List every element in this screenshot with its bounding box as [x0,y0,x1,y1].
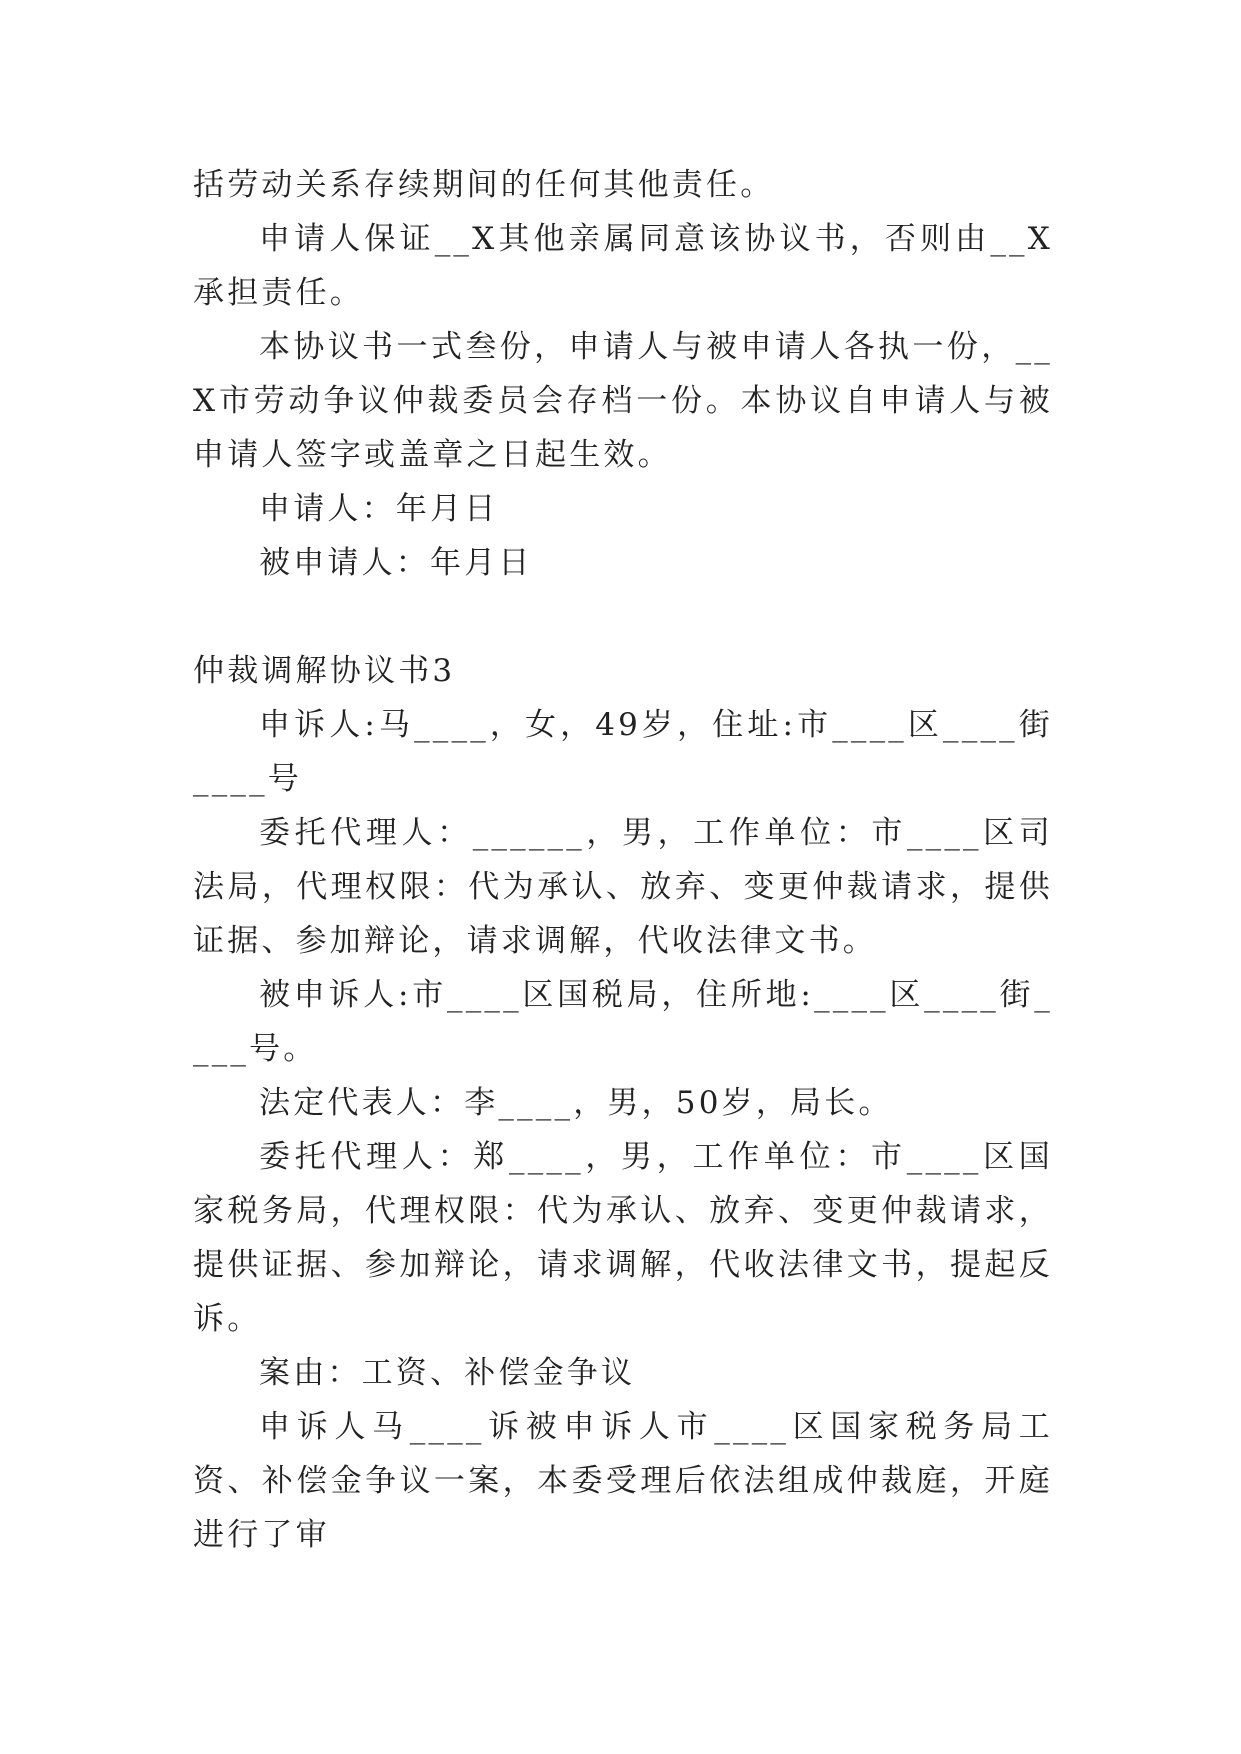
respondent-signature-line: 被申请人：年月日 [259,545,533,581]
document-body [193,158,1053,1562]
respondent-info: 被申诉人:市____区国税局，住所地:____区____街____号。 [193,977,1053,1067]
paragraph-copies: 本协议书一式叁份，申请人与被申请人各执一份，__X市劳动争议仲裁委员会存档一份。本协议自申请人与被申请人签字或盖章之日起生效。 [193,329,1053,473]
complainant-agent-info: 委托代理人：______，男，工作单位：市____区司法局，代理权限：代为承认、放弃、变更仲裁请求，提供证据、参加辩论，请求调解，代收法律文书。 [193,815,1053,959]
applicant-signature-line: 申请人：年月日 [259,491,499,527]
complainant-info: 申诉人:马____，女，49岁，住址:市____区____街____号 [193,707,1053,797]
section-title: 仲裁调解协议书3 [193,653,456,689]
paragraph-continuation: 括劳动关系存续期间的任何其他责任。 [193,167,775,203]
case-cause: 案由：工资、补偿金争议 [259,1355,636,1391]
legal-representative-info: 法定代表人：李____，男，50岁，局长。 [259,1085,893,1121]
respondent-agent-info: 委托代理人：郑____，男，工作单位：市____区国家税务局，代理权限：代为承认、放弃、变更仲裁请求，提供证据、参加辩论，请求调解，代收法律文书，提起反诉。 [193,1139,1053,1337]
paragraph-guarantee: 申请人保证__X其他亲属同意该协议书，否则由__X承担责任。 [193,221,1053,311]
case-description: 申诉人马____诉被申诉人市____区国家税务局工资、补偿金争议一案，本委受理后依法组成仲裁庭，开庭进行了审 [193,1409,1053,1553]
